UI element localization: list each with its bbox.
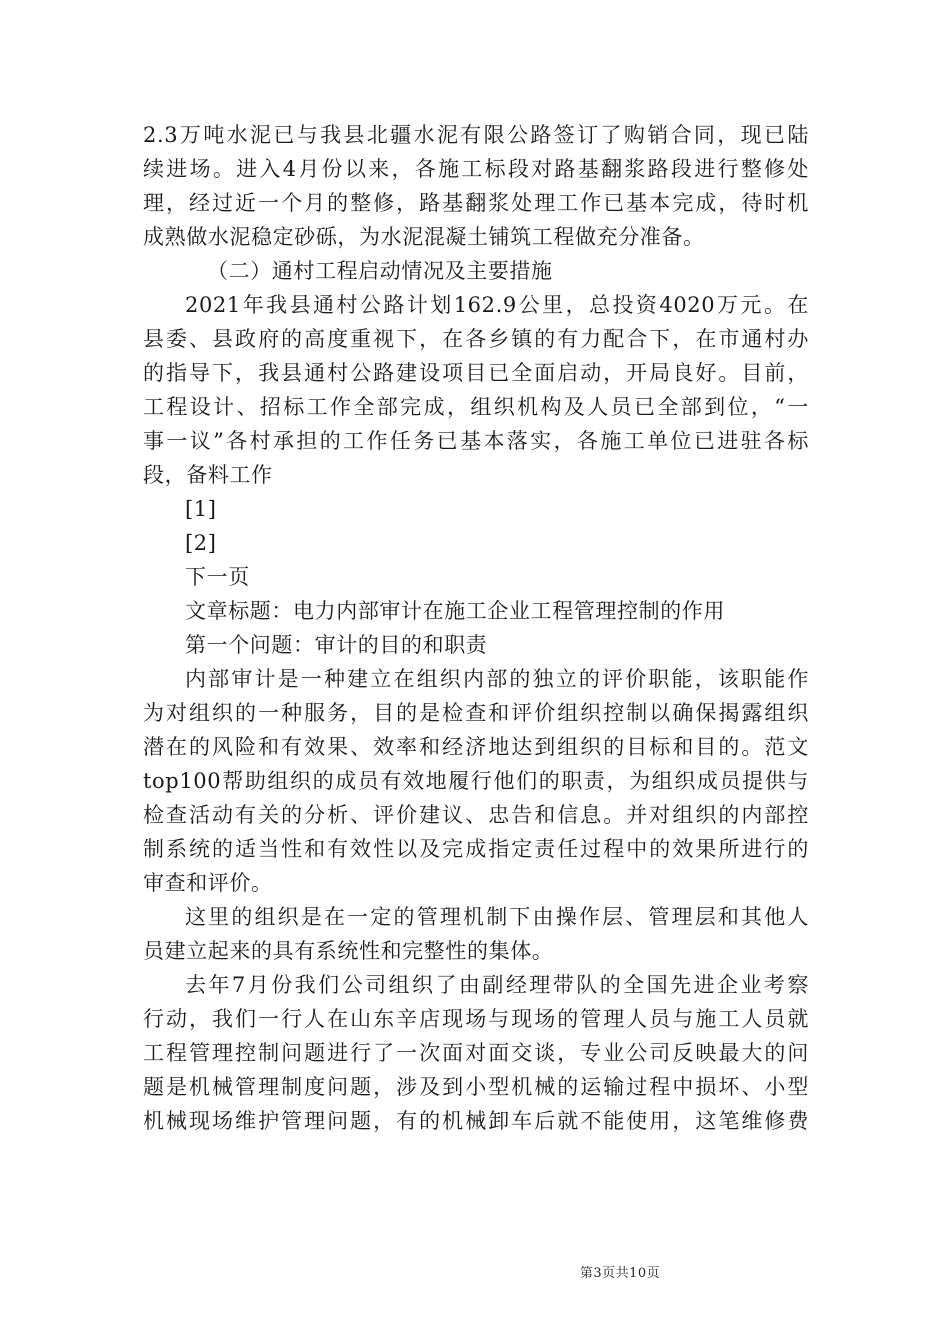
- text-line: 工程管理控制问题进行了一次面对面交谈，专业公司反映最大的问: [143, 1041, 809, 1065]
- text-line: 县委、县政府的高度重视下，在各乡镇的有力配合下，在市通村办: [143, 327, 809, 351]
- text-line: 段，备料工作: [143, 463, 273, 487]
- text-line: 制系统的适当性和有效性以及完成指定责任过程中的效果所进行的: [143, 837, 809, 861]
- text-line: 员建立起来的具有系统性和完整性的集体。: [143, 939, 554, 963]
- text-line: 潜在的风险和有效果、效率和经济地达到组织的目标和目的。范文: [143, 735, 809, 759]
- text-line: 检查活动有关的分析、评价建议、忠告和信息。并对组织的内部控: [143, 803, 809, 827]
- text-line: 内部审计是一种建立在组织内部的独立的评价职能，该职能作: [185, 667, 809, 691]
- text-line: 理，经过近一个月的整修，路基翻浆处理工作已基本完成，待时机: [143, 191, 809, 215]
- text-line: 这里的组织是在一定的管理机制下由操作层、管理层和其他人: [185, 905, 809, 929]
- document-body: [143, 118, 809, 1138]
- text-line: 审查和评价。: [143, 871, 273, 895]
- text-line: 题是机械管理制度问题，涉及到小型机械的运输过程中损坏、小型: [143, 1075, 809, 1099]
- text-line: 2021年我县通村公路计划162.9公里，总投资4020万元。在: [185, 293, 809, 317]
- text-line: 文章标题：电力内部审计在施工企业工程管理控制的作用: [185, 599, 725, 623]
- text-line: 行动，我们一行人在山东辛店现场与现场的管理人员与施工人员就: [143, 1007, 809, 1031]
- page-number: 第3页共10页: [579, 1266, 661, 1281]
- text-line: 续进场。进入4月份以来，各施工标段对路基翻浆路段进行整修处: [143, 157, 809, 181]
- text-line: 机械现场维护管理问题，有的机械卸车后就不能使用，这笔维修费: [143, 1109, 809, 1133]
- text-line: 第一个问题：审计的目的和职责: [185, 633, 488, 657]
- text-line: top100帮助组织的成员有效地履行他们的职责，为组织成员提供与: [143, 769, 809, 793]
- text-line: 工程设计、招标工作全部完成，组织机构及人员已全部到位，“一: [143, 395, 809, 419]
- text-line: 去年7月份我们公司组织了由副经理带队的全国先进企业考察: [185, 973, 809, 997]
- text-line: 下一页: [185, 565, 250, 589]
- text-line: 为对组织的一种服务，目的是检查和评价组织控制以确保揭露组织: [143, 701, 809, 725]
- text-line: [1]: [185, 497, 217, 521]
- text-line: 的指导下，我县通村公路建设项目已全面启动，开局良好。目前，: [143, 361, 809, 385]
- text-line: 2.3万吨水泥已与我县北疆水泥有限公路签订了购销合同，现已陆: [143, 123, 809, 147]
- text-line: [2]: [185, 531, 217, 555]
- page-footer: [0, 1262, 950, 1281]
- text-line: （二）通村工程启动情况及主要措施: [207, 259, 553, 283]
- text-line: 成熟做水泥稳定砂砾，为水泥混凝土铺筑工程做充分准备。: [143, 225, 705, 249]
- text-line: 事一议”各村承担的工作任务已基本落实，各施工单位已进驻各标: [143, 429, 809, 453]
